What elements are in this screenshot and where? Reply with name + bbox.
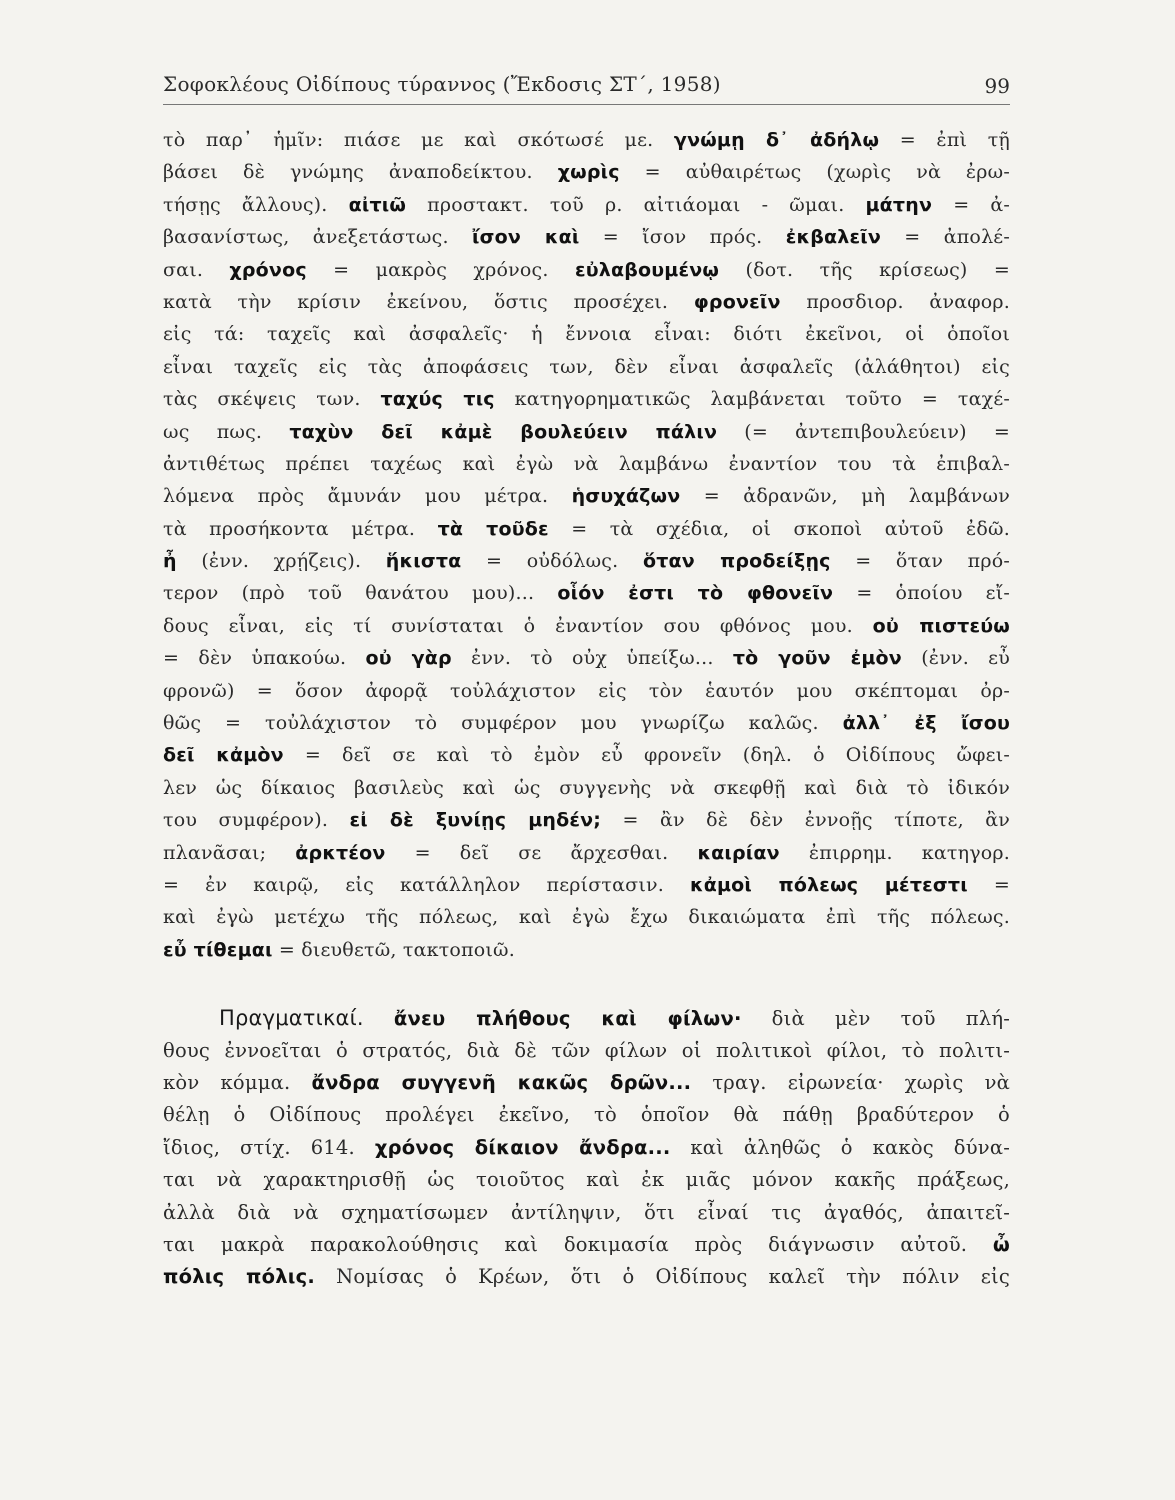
text-line: [163, 869, 1010, 901]
gloss-text: (δοτ. τῆς κρίσεως) =: [719, 258, 1010, 281]
gloss-text: βασανίστως, ἀνεξετάστως.: [163, 226, 472, 249]
text-line: [163, 707, 1010, 739]
lemma-term: φρονεῖν: [693, 290, 781, 313]
text-line: [163, 545, 1010, 577]
gloss-text: εἰς τά: ταχεῖς καὶ ἀσφαλεῖς· ἡ ἔννοια εἶναι: διότι ἐκεῖνοι, οἱ ὁποῖοι: [163, 323, 1010, 346]
page-number: 99: [984, 74, 1010, 98]
commentary-paragraph-1: [163, 124, 1010, 966]
text-line: [163, 189, 1010, 221]
gloss-text: = μακρὸς χρόνος.: [306, 258, 575, 281]
gloss-text: ἀλλὰ διὰ νὰ σχηματίσωμεν ἀντίληψιν, ὅτι εἶναί τις ἀγαθός, ἀπαιτεῖ-: [163, 1200, 1010, 1224]
gloss-text: ται μακρὰ παρακολούθησις καὶ δοκιμασία πρὸς διάγνωσιν αὐτοῦ.: [163, 1232, 993, 1256]
gloss-text: = δὲν ὑπακούω.: [163, 647, 366, 670]
gloss-text: βάσει δὲ γνώμης ἀναποδείκτου.: [163, 161, 558, 184]
gloss-text: θέλῃ ὁ Οἰδίπους προλέγει ἐκεῖνο, τὸ ὁποῖον θὰ πάθῃ βραδύτερον ὁ: [163, 1103, 1010, 1127]
lemma-term: ἄνευ πλήθους καὶ φίλων·: [393, 1007, 742, 1031]
gloss-text: λόμενα πρὸς ἄμυνάν μου μέτρα.: [163, 485, 572, 508]
gloss-text: (ἐνν. εὖ: [901, 647, 1010, 670]
gloss-text: κατηγορηματικῶς λαμβάνεται τοῦτο = ταχέ-: [494, 388, 1010, 411]
lemma-term: χρόνος δίκαιον ἄνδρα...: [374, 1135, 671, 1159]
text-line: [163, 1067, 1010, 1099]
text-line: [163, 383, 1010, 415]
text-line: [163, 1132, 1010, 1164]
gloss-text: σαι.: [163, 258, 230, 281]
section-title: Πραγματικαί.: [219, 1006, 364, 1031]
gloss-text: = ἀπολέ-: [881, 226, 1010, 249]
lemma-term: κἀμοὶ πόλεως μέτεστι: [690, 873, 968, 896]
text-line: [163, 1099, 1010, 1131]
text-line: [163, 577, 1010, 609]
lemma-term: αἰτιῶ: [348, 193, 407, 216]
gloss-text: ἀντιθέτως πρέπει ταχέως καὶ ἐγὼ νὰ λαμβάνω ἐναντίον του τὰ ἐπιβαλ-: [163, 452, 1010, 475]
commentary-paragraph-2: [163, 1002, 1010, 1294]
text-line: [163, 837, 1010, 869]
text-line: [163, 1261, 1010, 1293]
text-line: [163, 1035, 1010, 1067]
gloss-text: ἴδιος, στίχ. 614.: [163, 1135, 375, 1159]
text-line: [163, 156, 1010, 188]
gloss-text: = ὁποίου εἴ-: [833, 582, 1010, 605]
gloss-text: Νομίσας ὁ Κρέων, ὅτι ὁ Οἰδίπους καλεῖ τὴν πόλιν εἰς: [314, 1265, 1010, 1289]
lemma-term: ἡσυχάζων: [571, 485, 681, 508]
gloss-text: ται νὰ χαρακτηρισθῇ ὡς τοιοῦτος καὶ ἐκ μιᾶς μόνον κακῆς πράξεως,: [163, 1168, 1010, 1192]
gloss-text: ως πως.: [163, 420, 290, 443]
gloss-text: = ἂν δὲ δὲν ἐννοῇς τίποτε, ἂν: [601, 809, 1010, 832]
lemma-term: τὰ τοῦδε: [437, 517, 549, 540]
gloss-text: φρονῶ) = ὅσον ἀφορᾷ τοὐλάχιστον εἰς τὸν ἑαυτόν μου σκέπτομαι ὀρ-: [163, 679, 1010, 702]
text-line: [163, 513, 1010, 545]
lemma-term: εὖ τίθεμαι: [163, 938, 273, 961]
lemma-term: χρόνος: [229, 258, 307, 281]
lemma-term: χωρὶς: [557, 161, 620, 184]
lemma-term: καιρίαν: [697, 841, 780, 864]
lemma-term: γνώμῃ δ᾽ ἀδήλῳ: [673, 129, 880, 151]
gloss-text: τὰς σκέψεις των.: [163, 388, 381, 411]
text-line: [163, 739, 1010, 771]
text-line: [163, 1002, 1010, 1034]
gloss-text: ἐπιρρημ. κατηγορ.: [779, 841, 1010, 864]
gloss-text: = ἐν καιρῷ, εἰς κατάλληλον περίστασιν.: [163, 873, 691, 896]
gloss-text: κατὰ τὴν κρίσιν ἐκείνου, ὅστις προσέχει.: [163, 290, 694, 313]
text-line: [163, 1197, 1010, 1229]
gloss-text: του συμφέρον).: [163, 809, 350, 832]
lemma-term: δεῖ κἀμὸν: [163, 744, 284, 767]
body-text: [163, 124, 1010, 1294]
gloss-text: (ἐνν. χρῄζεις).: [176, 550, 386, 573]
text-line: [163, 804, 1010, 836]
text-line: [163, 416, 1010, 448]
gloss-text: (= ἀντεπιβουλεύειν) =: [717, 420, 1010, 443]
text-line: [163, 351, 1010, 383]
lemma-term: εἰ δὲ ξυνίῃς μηδέν;: [349, 809, 602, 832]
lemma-term: πόλις πόλις.: [163, 1265, 315, 1289]
lemma-term: οὐ πιστεύω: [872, 614, 1010, 637]
gloss-text: τὸ παρ᾽ ἡμῖν: πιάσε με καὶ σκότωσέ με.: [163, 129, 674, 151]
running-header: [163, 64, 1010, 105]
text-line: [163, 124, 1010, 156]
text-line: [163, 448, 1010, 480]
gloss-text: = ἐπὶ τῇ: [879, 129, 1010, 151]
text-line: [163, 610, 1010, 642]
lemma-term: τὸ γοῦν ἐμὸν: [732, 647, 902, 670]
gloss-text: πλανᾶσαι;: [163, 841, 296, 864]
text-line: [163, 901, 1010, 933]
gloss-text: τερον (πρὸ τοῦ θανάτου μου)...: [163, 582, 558, 605]
lemma-term: ταχύς τις: [380, 388, 495, 411]
text-line: [163, 1164, 1010, 1196]
text-line: [163, 772, 1010, 804]
lemma-term: οἷόν ἐστι τὸ φθονεῖν: [557, 582, 834, 605]
text-line: [163, 1229, 1010, 1261]
lemma-term: ἥκιστα: [385, 550, 462, 573]
gloss-text: = διευθετῶ, τακτοποιῶ.: [272, 938, 515, 961]
gloss-text: προσδιορ. ἀναφορ.: [780, 290, 1010, 313]
gloss-text: διὰ μὲν τοῦ πλή-: [741, 1007, 1010, 1031]
gloss-text: = ἀδρανῶν, μὴ λαμβάνων: [680, 485, 1010, 508]
gloss-text: τραγ. εἰρωνεία· χωρὶς νὰ: [691, 1070, 1010, 1094]
gloss-text: = οὐδόλως.: [461, 550, 643, 573]
lemma-term: ἴσον καὶ: [472, 226, 580, 249]
text-line: [163, 318, 1010, 350]
running-title: Σοφοκλέους Οἰδίπους τύραννος (Ἔκδοσις ΣΤ´, 1958): [163, 72, 721, 96]
gloss-text: θους ἐννοεῖται ὁ στρατός, διὰ δὲ τῶν φίλων οἱ πολιτικοὶ φίλοι, τὸ πολιτι-: [163, 1038, 1010, 1062]
gloss-text: = τὰ σχέδια, οἱ σκοποὶ αὐτοῦ ἐδῶ.: [548, 517, 1010, 540]
lemma-term: μάτην: [865, 193, 933, 216]
text-line: [163, 221, 1010, 253]
gloss-text: = αὐθαιρέτως (χωρὶς νὰ ἐρω-: [619, 161, 1010, 184]
text-line: [163, 254, 1010, 286]
gloss-text: τὰ προσήκοντα μέτρα.: [163, 517, 438, 540]
lemma-term: ἄνδρα συγγενῆ κακῶς δρῶν...: [311, 1070, 692, 1094]
gloss-text: ἐνν. τὸ οὐχ ὑπείξω...: [451, 647, 733, 670]
gloss-text: καὶ ἀληθῶς ὁ κακὸς δύνα-: [670, 1135, 1010, 1159]
gloss-text: κὸν κόμμα.: [163, 1070, 312, 1094]
gloss-text: τήσῃς ἄλλους).: [163, 193, 349, 216]
lemma-term: οὐ γὰρ: [365, 647, 452, 670]
text-line: [163, 675, 1010, 707]
lemma-term: ὅταν προδείξῃς: [642, 550, 831, 573]
gloss-text: = δεῖ σε καὶ τὸ ἐμὸν εὖ φρονεῖν (δηλ. ὁ Οἰδίπους ὤφει-: [283, 744, 1010, 767]
gloss-text: = ἴσον πρός.: [579, 226, 786, 249]
text-line: [163, 286, 1010, 318]
gloss-text: = δεῖ σε ἄρχεσθαι.: [385, 841, 698, 864]
paragraph-gap: [163, 966, 1010, 1002]
gloss-text: = ὅταν πρό-: [830, 550, 1010, 573]
lemma-term: ταχὺν δεῖ κἀμὲ βουλεύειν πάλιν: [289, 420, 718, 443]
lemma-term: ὦ: [992, 1232, 1010, 1256]
gloss-text: θῶς = τοὐλάχιστον τὸ συμφέρον μου γνωρίζω καλῶς.: [163, 712, 843, 735]
lemma-term: ἐκβαλεῖν: [785, 226, 881, 249]
lemma-term: ἀρκτέον: [295, 841, 386, 864]
lemma-term: εὐλαβουμένῳ: [574, 258, 720, 281]
gloss-text: =: [967, 873, 1010, 896]
gloss-text: δους εἶναι, εἰς τί συνίσταται ὁ ἐναντίον σου φθόνος μου.: [163, 614, 873, 637]
lemma-term: ἦ: [163, 550, 177, 573]
gloss-text: = ἀ-: [932, 193, 1010, 216]
gloss-text: προστακτ. τοῦ ρ. αἰτιάομαι - ῶμαι.: [406, 193, 866, 216]
text-line: [163, 934, 1010, 966]
text-line: [163, 642, 1010, 674]
gloss-text: καὶ ἐγὼ μετέχω τῆς πόλεως, καὶ ἐγὼ ἔχω δικαιώματα ἐπὶ τῆς πόλεως.: [163, 906, 1010, 929]
gloss-text: εἶναι ταχεῖς εἰς τὰς ἀποφάσεις των, δὲν εἶναι ἀσφαλεῖς (ἀλάθητοι) εἰς: [163, 355, 1010, 378]
lemma-term: ἀλλ᾽ ἐξ ἴσου: [842, 712, 1010, 735]
text-line: [163, 480, 1010, 512]
gloss-text: λεν ὡς δίκαιος βασιλεὺς καὶ ὡς συγγενὴς νὰ σκεφθῇ καὶ διὰ τὸ ἰδικόν: [163, 776, 1010, 799]
